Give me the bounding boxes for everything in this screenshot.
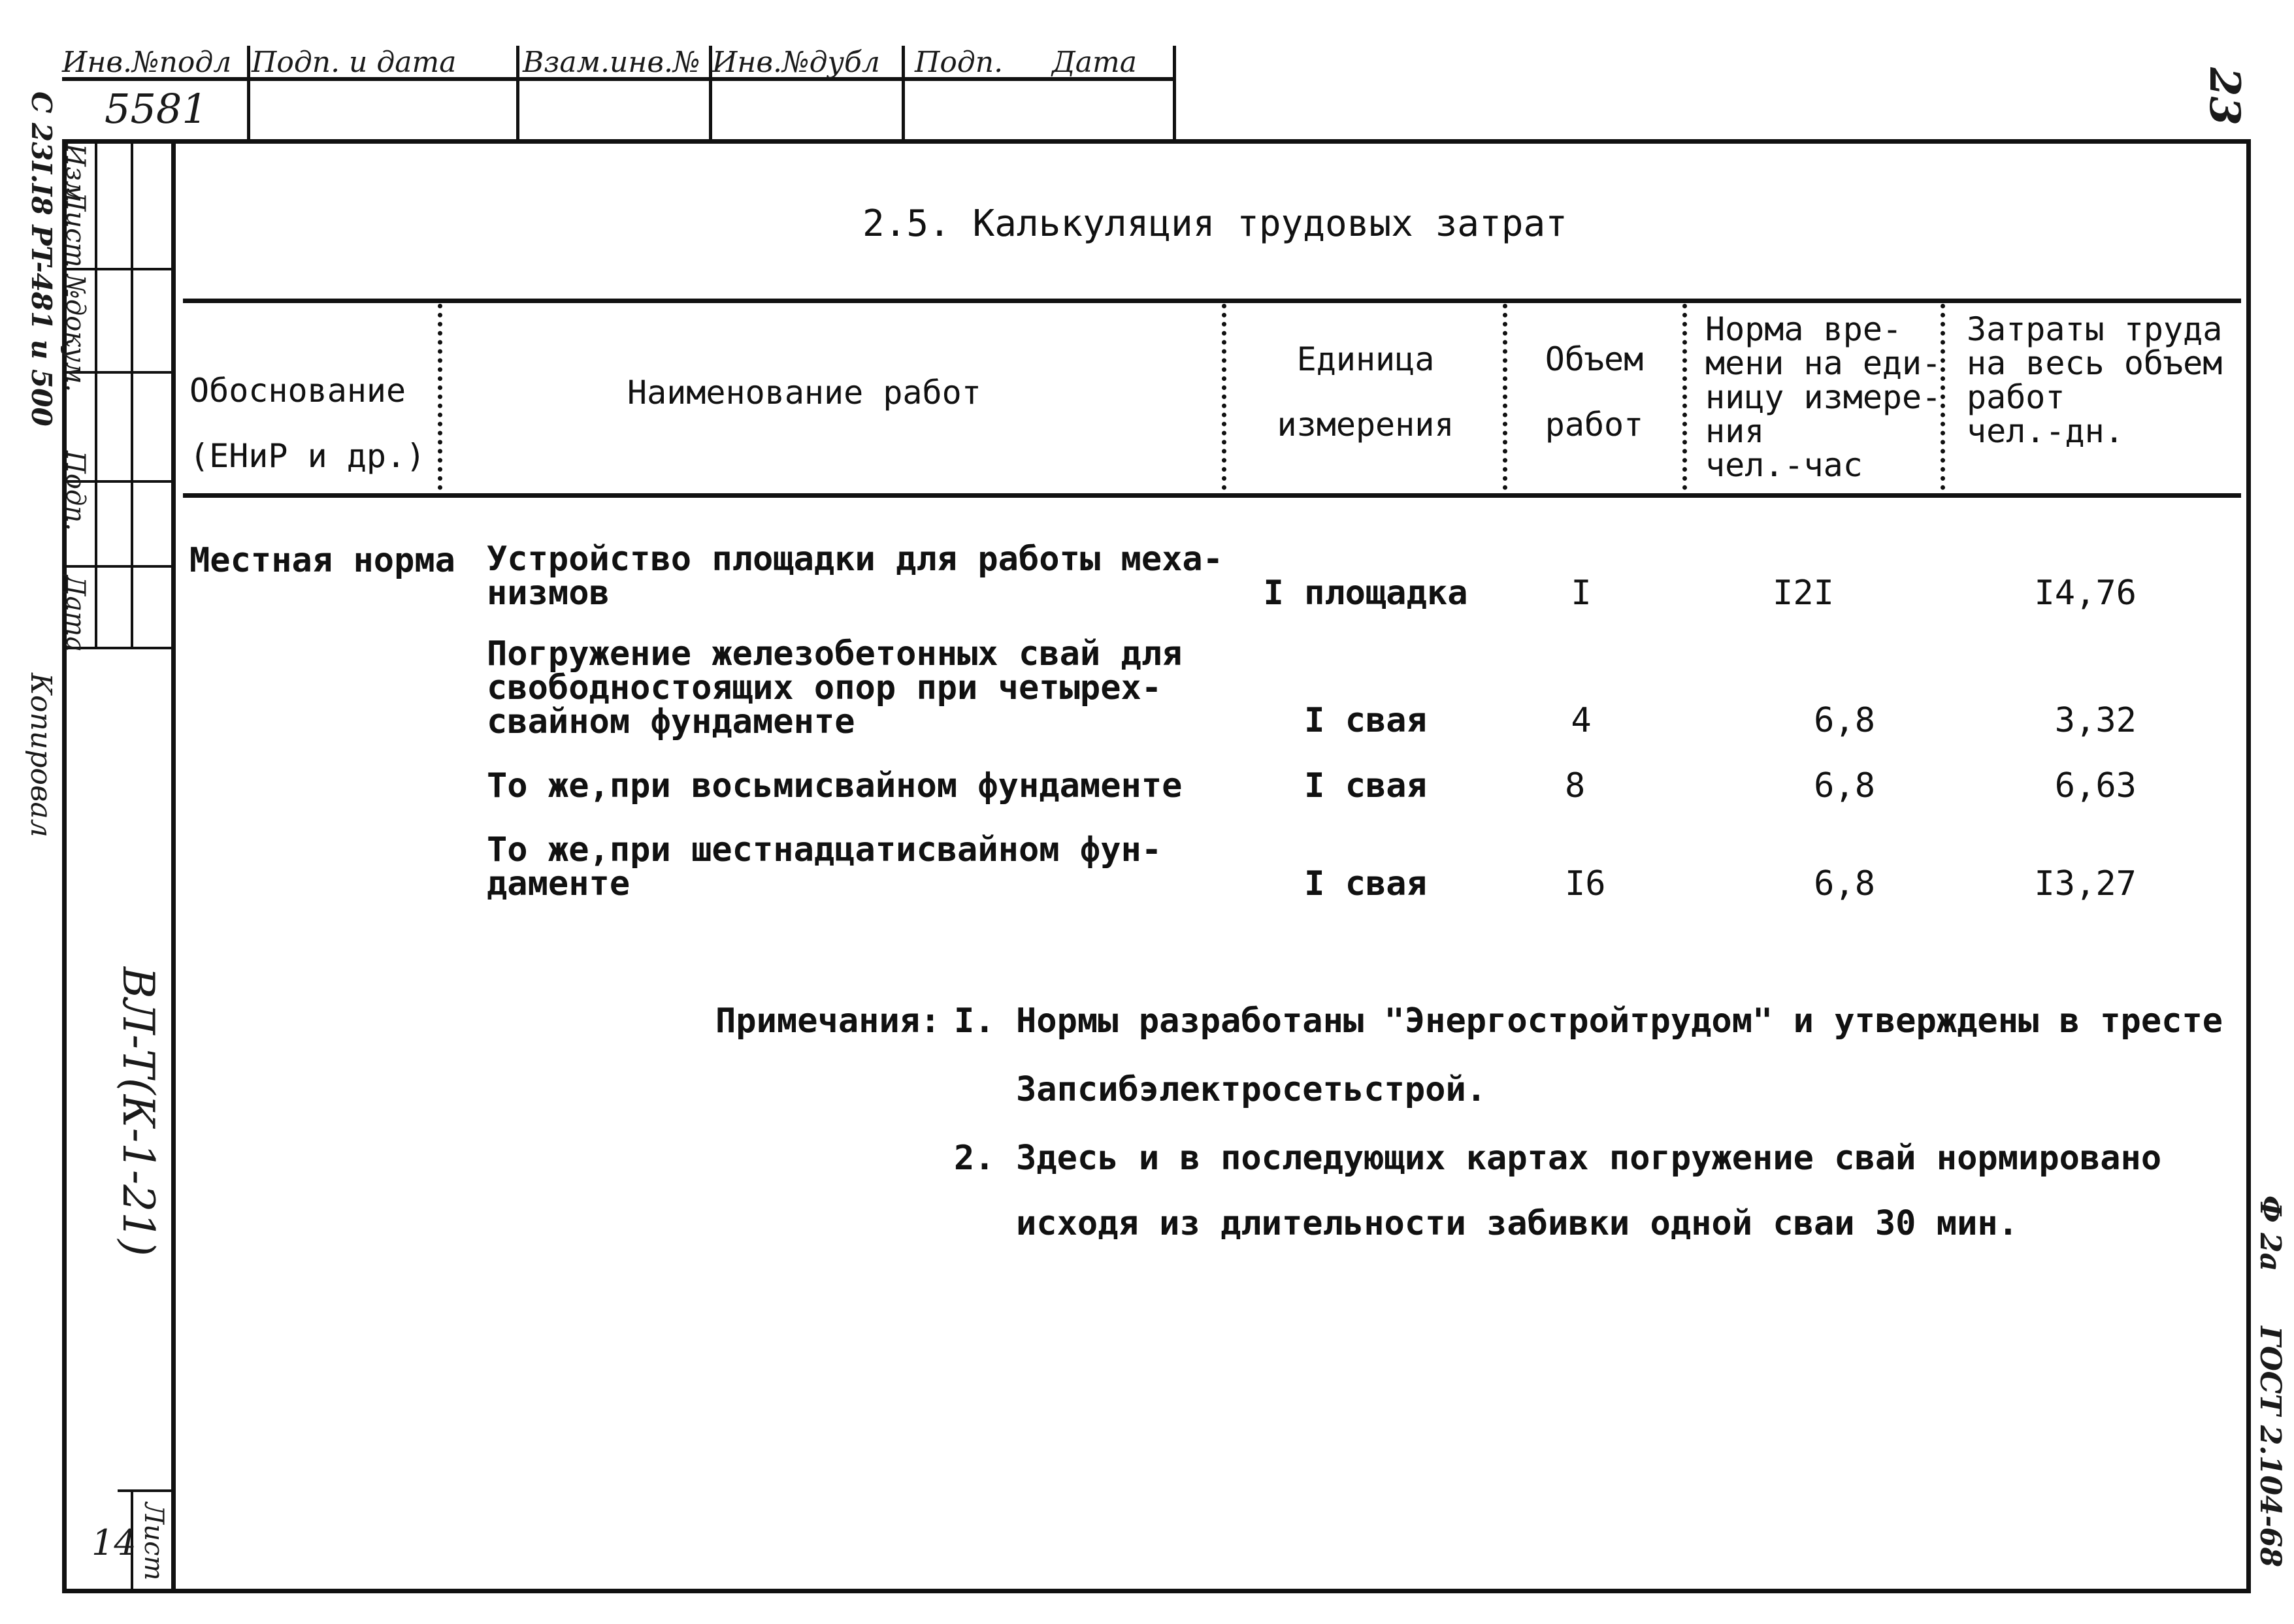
frame-bottom	[62, 1589, 2251, 1593]
row-2-norm: 6,8	[1814, 701, 1875, 740]
side-label-podp: Подп.	[60, 451, 90, 531]
row-2-unit: I свая	[1304, 701, 1427, 740]
note-2-line-2: исходя из длительности забивки одной сваи 30 мин.	[1016, 1204, 2019, 1243]
stamp-top-div-2	[516, 46, 519, 144]
frame-top	[62, 139, 2251, 144]
stamp-inventory-number: 5581	[105, 85, 208, 133]
header-sep-1	[438, 304, 442, 490]
row-1-unit: I площадка	[1263, 574, 1468, 613]
row-4-norm: 6,8	[1814, 864, 1875, 903]
row-3-cost: 6,63	[2054, 766, 2137, 805]
note-1-number: I.	[954, 1001, 995, 1041]
side-row-4	[62, 565, 173, 568]
table-header-top	[183, 299, 2241, 303]
row-4-unit: I свая	[1304, 864, 1427, 903]
sheet-label: Лист	[139, 1502, 169, 1581]
header-unit: Единица измерения	[1277, 340, 1454, 444]
stamp-top-div-4	[902, 46, 905, 144]
side-col-3	[171, 139, 176, 1593]
side-label-ndokum: №докум.	[60, 274, 90, 393]
header-sep-4	[1682, 304, 1687, 490]
row-1-basis: Местная норма	[189, 541, 455, 580]
row-1-cost: I4,76	[2034, 574, 2137, 613]
side-copied-label: Копировал	[24, 673, 57, 837]
stamp-label-podp-data: Подп. и дата	[252, 46, 457, 79]
sheet-box-top	[118, 1489, 175, 1492]
notes-label: Примечания:	[715, 1001, 941, 1041]
note-2-line-1: Здесь и в последующих картах погружение свай нормировано	[1016, 1139, 2162, 1178]
format-text: Ф 2а	[2253, 1195, 2287, 1272]
stamp-top-div-1	[247, 46, 250, 144]
row-4-name: То же,при шестнадцатисвайном фун- даменте	[487, 830, 1162, 903]
stamp-label-podp: Подп.	[915, 46, 1004, 79]
sheet-number: 14	[91, 1522, 137, 1563]
row-4-cost: I3,27	[2034, 864, 2137, 903]
row-2-volume: 4	[1571, 701, 1592, 740]
header-basis: Обоснование (ЕНиР и др.)	[189, 372, 426, 475]
side-row-1	[62, 268, 173, 270]
stamp-label-vzam-inv: Взам.инв.№	[523, 46, 700, 79]
header-sep-2	[1222, 304, 1226, 490]
row-1-volume: I	[1571, 574, 1592, 613]
note-1-line-1: Нормы разработаны "Энергостройтрудом" и утверждены в тресте	[1016, 1001, 2223, 1041]
row-3-norm: 6,8	[1814, 766, 1875, 805]
side-label-izm: Изм	[60, 144, 90, 203]
note-2-number: 2.	[954, 1139, 995, 1178]
row-3-name: То же,при восьмисвайном фундаменте	[487, 766, 1183, 805]
doc-code: ВЛ-Т(К-1-21)	[113, 967, 163, 1257]
note-1-line-2: Запсибэлектросетьстрой.	[1016, 1070, 1487, 1109]
row-1-name: Устройство площадки для работы меха- низмов	[487, 540, 1224, 613]
side-label-list: Лист	[60, 189, 90, 268]
stamp-label-inv-dubl: Инв.№дубл	[712, 46, 880, 79]
stamp-label-inv-podl: Инв.№подл	[62, 46, 232, 79]
header-sep-3	[1503, 304, 1507, 490]
header-name: Наименование работ	[627, 374, 981, 412]
header-cost: Затраты труда на весь объем работ чел.-дн.	[1967, 310, 2223, 450]
stamp-label-data: Дата	[1052, 46, 1137, 79]
gost-text: ГОСТ 2.104-68	[2253, 1326, 2287, 1568]
side-archive-code: С 23I.I8 PT-481 и 500	[25, 91, 57, 427]
page-number: 23	[2200, 67, 2250, 126]
table-header-bottom	[183, 493, 2241, 498]
side-label-data: Дата	[60, 575, 90, 653]
header-norm: Норма вре- мени на еди- ницу измере- ния чел.-час	[1705, 310, 1942, 484]
side-col-2	[131, 139, 133, 649]
row-3-volume: 8	[1565, 766, 1586, 805]
row-3-unit: I свая	[1304, 766, 1427, 805]
row-1-norm: I2I	[1773, 574, 1834, 613]
row-2-name: Погружение железобетонных свай для свободностоящих опор при четырех- свайном фундаменте	[487, 634, 1183, 741]
frame-right	[2246, 139, 2251, 1593]
row-4-volume: I6	[1565, 864, 1606, 903]
side-col-1	[95, 139, 97, 649]
stamp-top-div-5	[1173, 46, 1176, 144]
row-2-cost: 3,32	[2054, 701, 2137, 740]
page-title: 2.5. Калькуляция трудовых затрат	[862, 203, 1567, 245]
header-volume: Объем работ	[1545, 340, 1644, 444]
